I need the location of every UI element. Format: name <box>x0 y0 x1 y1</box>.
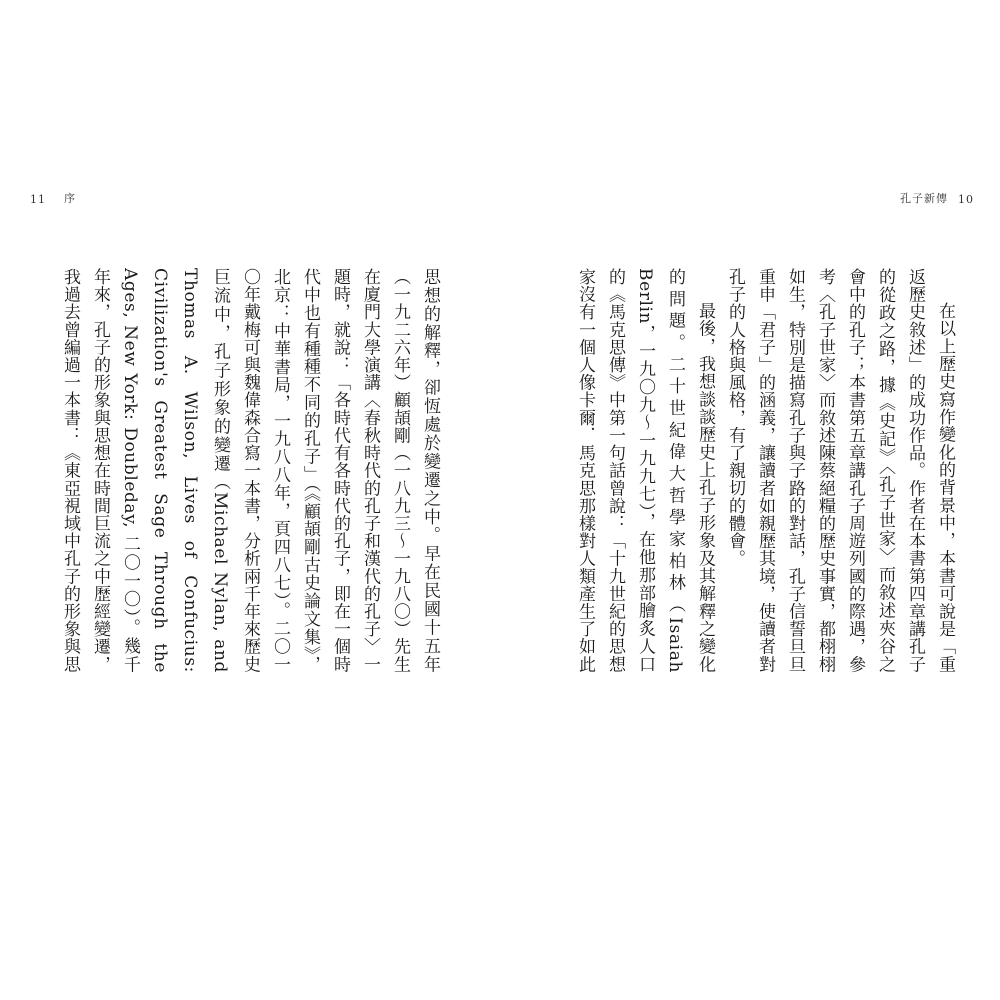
right-running-title: 孔子新傳 <box>900 192 948 205</box>
right-paragraph-2: 最後，我想談談歷史上孔子形象及其解釋之變化的問題。二十世紀偉大哲學家柏林（Isaiah Berlin，一九〇九～一九九七），在他那部膾炙人口的《馬克思傳》中第一句話曾說：「十九世紀的思想家沒有一個人像卡爾．馬克思那樣對人類產生了如此 <box>575 268 715 673</box>
right-page <box>500 0 1000 1000</box>
left-paragraph-1: 思想的解釋，卻恆處於變遷之中。早在民國十五年（一九二六年）顧頡剛（一八九三～一九八〇）先生在廈門大學演講〈春秋時代的孔子和漢代的孔子〉一題時，就說：「各時代有各時代的孔子，即在一個時代中也有種種不同的孔子」（《顧頡剛古史論文集》，北京：中華書局，一九八八年，頁四八七）。二〇一〇年戴梅可與魏偉森合寫一本書，分析兩千年來歷史巨流中，孔子形象的變遷（Michael Nylan, and Thomas A. Wilson, Lives of Confucius: Civilization's Greatest Sage Through the Ages, New York: Doubleday, 二〇一〇）。幾千年來，孔子的形象與思想在時間巨流之中歷經變遷，我過去曾編過一本書：《東亞視域中孔子的形象與思 <box>60 268 440 673</box>
right-page-number: 10 <box>958 193 974 206</box>
left-body-text <box>60 268 445 673</box>
left-page-number: 11 <box>30 193 46 206</box>
left-section-title: 序 <box>64 192 76 205</box>
right-paragraph-1: 在以上歷史寫作變化的背景中，本書可說是「重返歷史敘述」的成功作品。作者在本書第四章講孔子的從政之路，據《史記》〈孔子世家〉而敘述夾谷之會中的孔子；本書第五章講孔子周遊列國的際遇，參考〈孔子世家〉而敘述陳蔡絕糧的歷史事實，都栩栩如生，特別是描寫孔子與子路的對話，孔子信誓旦旦重申「君子」的涵義，讓讀者如親歷其境，使讀者對孔子的人格與風格，有了親切的體會。 <box>725 268 955 673</box>
right-body-text <box>572 268 960 673</box>
